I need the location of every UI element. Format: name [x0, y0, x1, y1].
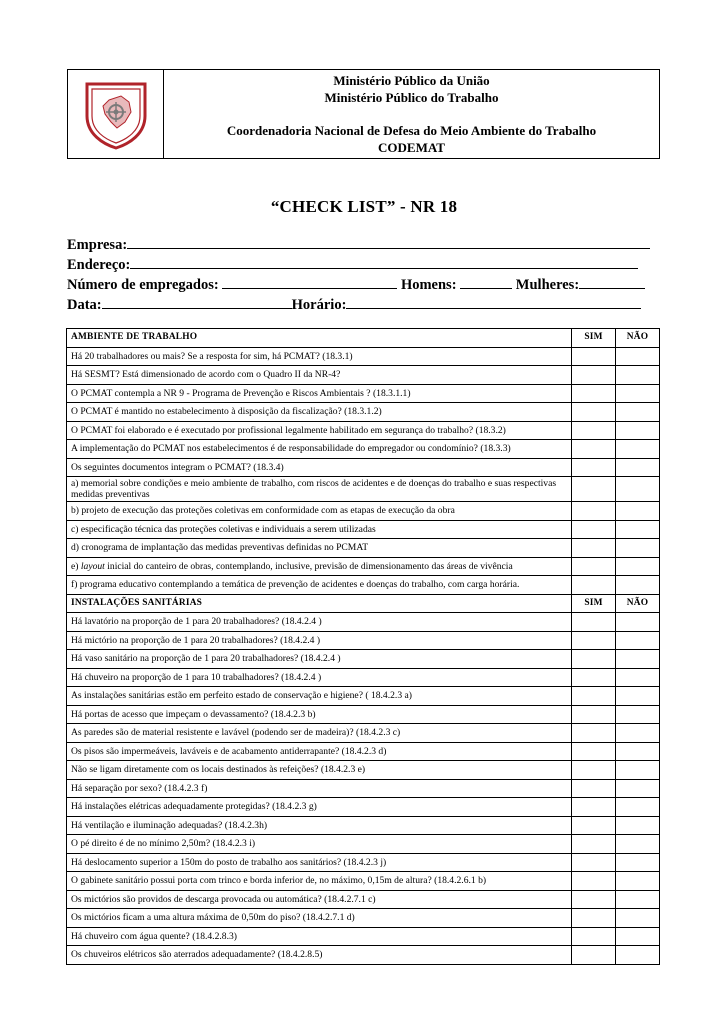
empregados-line: [67, 275, 662, 295]
sim-checkbox[interactable]: [572, 384, 616, 403]
question-text: b) projeto de execução das proteções coletivas em conformidade com as etapas de execução da obra: [67, 502, 572, 521]
nao-checkbox[interactable]: [616, 742, 660, 761]
question-text: Os seguintes documentos integram o PCMAT? (18.3.4): [67, 458, 572, 477]
nao-checkbox[interactable]: [616, 631, 660, 650]
mpt-shield-logo-icon: [81, 78, 151, 150]
question-text: O PCMAT contempla a NR 9 - Programa de Prevenção e Riscos Ambientais ? (18.3.1.1): [67, 384, 572, 403]
question-text: Há portas de acesso que impeçam o devassamento? (18.4.2.3 b): [67, 705, 572, 724]
nao-checkbox[interactable]: [616, 761, 660, 780]
table-row: [67, 557, 660, 576]
header-text: [164, 70, 659, 158]
table-row: [67, 946, 660, 965]
sim-checkbox[interactable]: [572, 347, 616, 366]
question-text: O gabinete sanitário possui porta com trinco e borda inferior de, no máximo, 0,15m de altura? (18.4.2.6.1 b): [67, 872, 572, 891]
question-text: O pé direito é de no mínimo 2,50m? (18.4.2.3 i): [67, 835, 572, 854]
endereco-field[interactable]: [130, 255, 638, 269]
table-row: [67, 403, 660, 422]
section-header-ambiente: [67, 329, 660, 348]
nao-checkbox[interactable]: [616, 347, 660, 366]
sim-checkbox[interactable]: [572, 779, 616, 798]
sim-checkbox[interactable]: [572, 705, 616, 724]
data-line: [67, 295, 662, 315]
sim-checkbox[interactable]: [572, 816, 616, 835]
homens-label: Homens:: [400, 277, 457, 293]
item-e-prefix: e): [71, 560, 79, 572]
header-line-1: Ministério Público da União: [333, 73, 490, 88]
table-row: [67, 520, 660, 539]
question-text: Há separação por sexo? (18.4.2.3 f): [67, 779, 572, 798]
nao-checkbox[interactable]: [616, 835, 660, 854]
table-row: [67, 477, 660, 502]
sim-checkbox[interactable]: [572, 687, 616, 706]
nao-checkbox[interactable]: [616, 440, 660, 459]
question-text: O PCMAT é mantido no estabelecimento à disposição da fiscalização? (18.3.1.2): [67, 403, 572, 422]
nao-checkbox[interactable]: [616, 946, 660, 965]
section-header-sanitarias: [67, 594, 660, 613]
question-text: c) especificação técnica das proteções coletivas e individuais a serem utilizadas: [67, 520, 572, 539]
empresa-line: [67, 235, 662, 255]
table-row: [67, 742, 660, 761]
sim-checkbox[interactable]: [572, 477, 616, 502]
question-text: d) cronograma de implantação das medidas preventivas definidas no PCMAT: [67, 539, 572, 558]
table-row: [67, 631, 660, 650]
sim-checkbox[interactable]: [572, 853, 616, 872]
table-row: [67, 458, 660, 477]
section-title: INSTALAÇÕES SANITÁRIAS: [67, 594, 572, 613]
table-row: [67, 761, 660, 780]
sim-checkbox[interactable]: [572, 724, 616, 743]
table-row: [67, 835, 660, 854]
nao-checkbox[interactable]: [616, 366, 660, 385]
nao-checkbox[interactable]: [616, 421, 660, 440]
nao-checkbox[interactable]: [616, 890, 660, 909]
homens-field[interactable]: [460, 275, 512, 289]
sim-checkbox[interactable]: [572, 650, 616, 669]
question-text: As instalações sanitárias estão em perfeito estado de conservação e higiene? ( 18.4.2.3 a): [67, 687, 572, 706]
logo-cell: [68, 70, 164, 158]
question-text: Há instalações elétricas adequadamente protegidas? (18.4.2.3 g): [67, 798, 572, 817]
sim-checkbox[interactable]: [572, 890, 616, 909]
table-row: [67, 705, 660, 724]
sim-checkbox[interactable]: [572, 927, 616, 946]
question-text: Há chuveiro na proporção de 1 para 10 trabalhadores? (18.4.2.4 ): [67, 668, 572, 687]
sim-checkbox[interactable]: [572, 613, 616, 632]
nao-checkbox[interactable]: [616, 650, 660, 669]
nao-checkbox[interactable]: [616, 927, 660, 946]
item-e-text: inicial do canteiro de obras, contemplando, inclusive, previsão de dimensionamento das áreas de vivência: [107, 560, 513, 572]
question-text: Os mictórios são providos de descarga provocada ou automática? (18.4.2.7.1 c): [67, 890, 572, 909]
table-row: [67, 853, 660, 872]
nao-checkbox[interactable]: [616, 613, 660, 632]
sim-checkbox[interactable]: [572, 668, 616, 687]
question-text: Há deslocamento superior a 150m do posto de trabalho aos sanitários? (18.4.2.3 j): [67, 853, 572, 872]
header-line-4: CODEMAT: [378, 140, 445, 155]
question-text: Os pisos são impermeáveis, laváveis e de acabamento antiderrapante? (18.4.2.3 d): [67, 742, 572, 761]
sim-checkbox[interactable]: [572, 557, 616, 576]
table-row: [67, 687, 660, 706]
horario-label: Horário:: [291, 297, 347, 313]
table-row: [67, 779, 660, 798]
empresa-field[interactable]: [127, 235, 650, 249]
sim-checkbox[interactable]: [572, 631, 616, 650]
question-text: Há SESMT? Está dimensionado de acordo com o Quadro II da NR-4?: [67, 366, 572, 385]
question-text: Há vaso sanitário na proporção de 1 para 20 trabalhadores? (18.4.2.4 ): [67, 650, 572, 669]
nao-checkbox[interactable]: [616, 779, 660, 798]
data-field[interactable]: [102, 295, 292, 309]
section-title: AMBIENTE DE TRABALHO: [67, 329, 572, 348]
table-row: [67, 421, 660, 440]
header-line-3: Coordenadoria Nacional de Defesa do Meio Ambiente do Trabalho: [226, 123, 597, 138]
checklist-table: [66, 328, 660, 965]
sim-checkbox[interactable]: [572, 761, 616, 780]
sim-checkbox[interactable]: [572, 872, 616, 891]
nao-checkbox[interactable]: [616, 872, 660, 891]
table-row: [67, 668, 660, 687]
nao-checkbox[interactable]: [616, 668, 660, 687]
table-row: [67, 347, 660, 366]
table-row: [67, 927, 660, 946]
question-text: Há chuveiro com água quente? (18.4.2.8.3): [67, 927, 572, 946]
question-text: Há mictório na proporção de 1 para 20 trabalhadores? (18.4.2.4 ): [67, 631, 572, 650]
nao-checkbox[interactable]: [616, 539, 660, 558]
question-text: Há lavatório na proporção de 1 para 20 trabalhadores? (18.4.2.4 ): [67, 613, 572, 632]
sim-checkbox[interactable]: [572, 458, 616, 477]
item-e-italic: layout: [80, 560, 105, 572]
nao-checkbox[interactable]: [616, 853, 660, 872]
question-text: As paredes são de material resistente e lavável (podendo ser de madeira)? (18.4.2.3 c): [67, 724, 572, 743]
table-row: [67, 890, 660, 909]
question-text: Há ventilação e iluminação adequadas? (18.4.2.3h): [67, 816, 572, 835]
nao-checkbox[interactable]: [616, 520, 660, 539]
nao-checkbox[interactable]: [616, 384, 660, 403]
sim-checkbox[interactable]: [572, 835, 616, 854]
question-text: f) programa educativo contemplando a temática de prevenção de acidentes e doenças do trabalho, com carga horária.: [67, 576, 572, 595]
endereco-line: [67, 255, 662, 275]
table-row: [67, 576, 660, 595]
nao-checkbox[interactable]: [616, 798, 660, 817]
sim-checkbox[interactable]: [572, 946, 616, 965]
question-text: O PCMAT foi elaborado e é executado por profissional legalmente habilitado em segurança do trabalho? (18.3.2): [67, 421, 572, 440]
table-row: [67, 502, 660, 521]
table-row: [67, 384, 660, 403]
sim-checkbox[interactable]: [572, 909, 616, 928]
header-box: [67, 69, 660, 159]
nao-checkbox[interactable]: [616, 909, 660, 928]
sim-checkbox[interactable]: [572, 576, 616, 595]
question-text: Há 20 trabalhadores ou mais? Se a resposta for sim, há PCMAT? (18.3.1): [67, 347, 572, 366]
sim-checkbox[interactable]: [572, 742, 616, 761]
sim-checkbox[interactable]: [572, 366, 616, 385]
page-title: “CHECK LIST” - NR 18: [270, 197, 458, 216]
question-text: Os chuveiros elétricos são aterrados adequadamente? (18.4.2.8.5): [67, 946, 572, 965]
table-row: [67, 366, 660, 385]
sim-checkbox[interactable]: [572, 403, 616, 422]
nao-checkbox[interactable]: [616, 576, 660, 595]
num-empregados-field[interactable]: [222, 275, 397, 289]
horario-field[interactable]: [346, 295, 641, 309]
nao-header: NÃO: [616, 594, 660, 613]
question-text: Não se ligam diretamente com os locais destinados às refeições? (18.4.2.3 e): [67, 761, 572, 780]
table-row: [67, 650, 660, 669]
header-line-2: Ministério Público do Trabalho: [324, 90, 499, 105]
mulheres-label: Mulheres:: [515, 277, 580, 293]
table-row: [67, 539, 660, 558]
num-empregados-label: Número de empregados:: [67, 277, 219, 293]
sim-checkbox[interactable]: [572, 798, 616, 817]
table-row: [67, 440, 660, 459]
question-text: [67, 557, 572, 576]
empresa-label: Empresa:: [67, 237, 128, 253]
data-label: Data:: [67, 297, 102, 313]
nao-checkbox[interactable]: [616, 458, 660, 477]
question-text: A implementação do PCMAT nos estabelecimentos é de responsabilidade do empregador ou condomínio? (18.3.3): [67, 440, 572, 459]
nao-checkbox[interactable]: [616, 477, 660, 502]
mulheres-field[interactable]: [579, 275, 645, 289]
nao-header: NÃO: [616, 329, 660, 348]
nao-checkbox[interactable]: [616, 705, 660, 724]
nao-checkbox[interactable]: [616, 502, 660, 521]
sim-checkbox[interactable]: [572, 440, 616, 459]
nao-checkbox[interactable]: [616, 687, 660, 706]
sim-checkbox[interactable]: [572, 502, 616, 521]
sim-header: SIM: [572, 594, 616, 613]
sim-header: SIM: [572, 329, 616, 348]
nao-checkbox[interactable]: [616, 403, 660, 422]
sim-checkbox[interactable]: [572, 539, 616, 558]
sim-checkbox[interactable]: [572, 421, 616, 440]
table-row: [67, 798, 660, 817]
question-text: a) memorial sobre condições e meio ambiente de trabalho, com riscos de acidentes e de doenças do trabalho e suas respectivas medidas preventivas: [67, 477, 572, 502]
nao-checkbox[interactable]: [616, 557, 660, 576]
nao-checkbox[interactable]: [616, 816, 660, 835]
table-row: [67, 816, 660, 835]
table-row: [67, 909, 660, 928]
sim-checkbox[interactable]: [572, 520, 616, 539]
table-row: [67, 724, 660, 743]
nao-checkbox[interactable]: [616, 724, 660, 743]
question-text: Os mictórios ficam a uma altura máxima de 0,50m do piso? (18.4.2.7.1 d): [67, 909, 572, 928]
table-row: [67, 613, 660, 632]
form-fields: [67, 235, 662, 315]
endereco-label: Endereço:: [67, 257, 131, 273]
table-row: [67, 872, 660, 891]
